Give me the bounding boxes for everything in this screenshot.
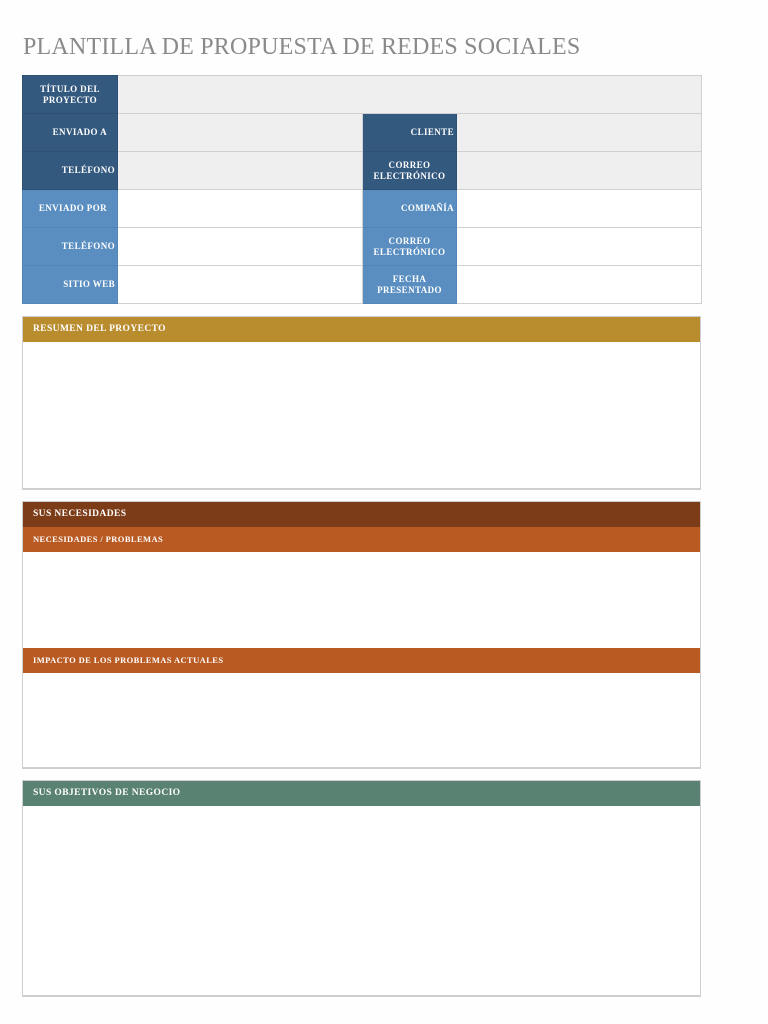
label-company: COMPAÑÍA	[363, 190, 457, 228]
summary-section	[22, 316, 701, 490]
field-sent-by[interactable]	[118, 190, 363, 228]
summary-header: RESUMEN DEL PROYECTO	[23, 317, 700, 342]
field-phone-1[interactable]	[118, 152, 363, 190]
needs-header: SUS NECESIDADES	[23, 502, 700, 527]
impact-area[interactable]	[23, 673, 700, 767]
objectives-area[interactable]	[23, 806, 700, 995]
field-sent-to[interactable]	[118, 114, 363, 152]
label-date-submitted: FECHA PRESENTADO	[363, 266, 457, 304]
project-info-table	[22, 75, 702, 304]
field-email-1[interactable]	[457, 152, 702, 190]
objectives-header: SUS OBJETIVOS DE NEGOCIO	[23, 781, 700, 806]
needs-problems-area[interactable]	[23, 552, 700, 648]
label-website: SITIO WEB	[23, 266, 118, 304]
label-client: CLIENTE	[363, 114, 457, 152]
field-date-submitted[interactable]	[457, 266, 702, 304]
impact-header: IMPACTO DE LOS PROBLEMAS ACTUALES	[23, 648, 700, 673]
field-email-2[interactable]	[457, 228, 702, 266]
page-title: PLANTILLA DE PROPUESTA DE REDES SOCIALES	[23, 34, 581, 60]
needs-section	[22, 501, 701, 769]
label-phone-1: TELÉFONO	[23, 152, 118, 190]
field-website[interactable]	[118, 266, 363, 304]
label-sent-to: ENVIADO A	[23, 114, 118, 152]
needs-problems-header: NECESIDADES / PROBLEMAS	[23, 527, 700, 552]
objectives-section	[22, 780, 701, 997]
label-email-1: CORREO ELECTRÓNICO	[363, 152, 457, 190]
summary-area[interactable]	[23, 342, 700, 488]
label-email-2: CORREO ELECTRÓNICO	[363, 228, 457, 266]
field-project-title[interactable]	[118, 76, 702, 114]
label-phone-2: TELÉFONO	[23, 228, 118, 266]
field-phone-2[interactable]	[118, 228, 363, 266]
label-sent-by: ENVIADO POR	[23, 190, 118, 228]
field-company[interactable]	[457, 190, 702, 228]
label-project-title: TÍTULO DEL PROYECTO	[23, 76, 118, 114]
field-client[interactable]	[457, 114, 702, 152]
